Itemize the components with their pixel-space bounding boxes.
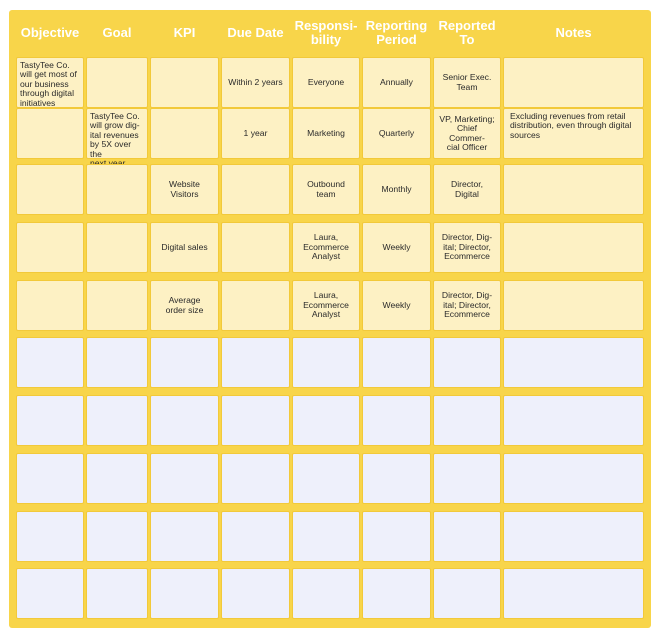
cell-notes[interactable]	[503, 108, 644, 159]
empty-row	[9, 568, 651, 621]
cell-reporting-period[interactable]	[362, 453, 431, 504]
cell-notes[interactable]	[503, 164, 644, 215]
cell-reported-to[interactable]	[433, 511, 501, 562]
cell-text	[17, 281, 83, 287]
cell-due-date[interactable]	[221, 337, 290, 388]
header-kpi: KPI	[173, 25, 196, 40]
cell-text: VP, Marketing; Chief Commer- cial Officer	[439, 113, 495, 152]
empty-row	[9, 395, 651, 448]
table-row	[9, 108, 651, 161]
cell-kpi[interactable]	[150, 164, 219, 215]
cell-text: TastyTee Co. will grow dig- ital revenues by 5X over the	[90, 111, 140, 159]
cell-reporting-period[interactable]	[362, 57, 431, 108]
cell-text	[504, 58, 643, 64]
cell-due-date[interactable]	[221, 164, 290, 215]
cell-kpi[interactable]	[150, 108, 219, 159]
cell-due-date[interactable]	[221, 280, 290, 331]
cell-reporting-period[interactable]	[362, 337, 431, 388]
cell-objective[interactable]	[16, 108, 84, 159]
cell-text: Website Visitors	[169, 179, 200, 199]
empty-row	[9, 453, 651, 506]
cell-kpi[interactable]	[150, 453, 219, 504]
cell-text: Marketing	[307, 127, 345, 138]
cell-responsibility[interactable]	[292, 222, 360, 273]
empty-row	[9, 511, 651, 564]
cell-reported-to[interactable]	[433, 453, 501, 504]
cell-goal[interactable]	[86, 280, 148, 331]
header-due-date: Due Date	[227, 25, 284, 40]
cell-kpi[interactable]	[150, 337, 219, 388]
cell-notes[interactable]	[503, 568, 644, 619]
cell-notes[interactable]	[503, 511, 644, 562]
cell-objective[interactable]	[16, 511, 84, 562]
cell-due-date[interactable]	[221, 57, 290, 108]
cell-text: Within 2 years	[228, 76, 283, 87]
cell-text	[87, 223, 147, 229]
cell-notes[interactable]	[503, 395, 644, 446]
cell-responsibility[interactable]	[292, 511, 360, 562]
cell-reported-to[interactable]	[433, 280, 501, 331]
cell-reported-to[interactable]	[433, 57, 501, 108]
cell-notes[interactable]	[503, 57, 644, 108]
cell-text: Monthly	[381, 183, 412, 194]
cell-text	[87, 165, 147, 171]
cell-objective[interactable]	[16, 395, 84, 446]
table-row	[9, 57, 651, 110]
cell-goal[interactable]	[86, 222, 148, 273]
cell-goal[interactable]	[86, 395, 148, 446]
cell-text	[87, 281, 147, 287]
cell-objective[interactable]	[16, 164, 84, 215]
cell-reporting-period[interactable]	[362, 511, 431, 562]
cell-due-date[interactable]	[221, 453, 290, 504]
cell-text: Laura, Ecommerce Analyst	[303, 232, 349, 262]
cell-text: Average order size	[165, 295, 204, 315]
cell-text: Weekly	[382, 299, 411, 310]
cell-text	[222, 281, 289, 330]
cell-text	[504, 223, 643, 229]
header-reported-to: Reported To	[438, 18, 496, 47]
cell-text: Director, Dig- ital; Director, Ecommerce	[441, 290, 493, 320]
cell-text: Digital sales	[161, 241, 208, 252]
header-responsibility: Responsi- bility	[294, 18, 358, 47]
cell-responsibility[interactable]	[292, 280, 360, 331]
cell-responsibility[interactable]	[292, 568, 360, 619]
cell-text	[87, 58, 147, 64]
cell-notes[interactable]	[503, 222, 644, 273]
table-row	[9, 164, 651, 217]
cell-text: Quarterly	[378, 127, 415, 138]
header-notes: Notes	[555, 25, 592, 40]
cell-text: Director, Digital	[451, 179, 483, 199]
cell-reporting-period[interactable]	[362, 164, 431, 215]
cell-text: Senior Exec. Team	[442, 72, 492, 92]
cell-goal[interactable]	[86, 108, 148, 159]
cell-responsibility[interactable]	[292, 337, 360, 388]
cell-reported-to[interactable]	[433, 108, 501, 159]
cell-text	[504, 281, 643, 287]
cell-text	[17, 109, 83, 115]
okr-table	[9, 10, 651, 628]
table-row	[9, 280, 651, 333]
cell-text: Everyone	[307, 76, 345, 87]
header-goal: Goal	[102, 25, 132, 40]
cell-responsibility[interactable]	[292, 164, 360, 215]
header-reporting-period: Reporting Period	[365, 18, 428, 47]
cell-reported-to[interactable]	[433, 395, 501, 446]
table-row	[9, 222, 651, 275]
cell-responsibility[interactable]	[292, 453, 360, 504]
header-objective: Objective	[20, 25, 80, 40]
cell-text: Excluding revenues from retail distribution, even through digital sources	[510, 111, 632, 140]
cell-text: TastyTee Co. will get most of our business through digital initiatives	[20, 60, 77, 108]
cell-kpi[interactable]	[150, 568, 219, 619]
cell-reporting-period[interactable]	[362, 395, 431, 446]
cell-responsibility[interactable]	[292, 108, 360, 159]
cell-text: Weekly	[382, 241, 411, 252]
header-row	[9, 10, 651, 56]
cell-goal[interactable]	[86, 511, 148, 562]
cell-goal[interactable]	[86, 337, 148, 388]
cell-kpi[interactable]	[150, 280, 219, 331]
cell-reporting-period[interactable]	[362, 108, 431, 159]
cell-text	[17, 165, 83, 171]
cell-reporting-period[interactable]	[362, 280, 431, 331]
cell-objective[interactable]	[16, 568, 84, 619]
cell-reporting-period[interactable]	[362, 568, 431, 619]
cell-notes[interactable]	[503, 453, 644, 504]
cell-goal[interactable]	[86, 164, 148, 215]
cell-goal[interactable]	[86, 568, 148, 619]
cell-responsibility[interactable]	[292, 57, 360, 108]
cell-due-date[interactable]	[221, 568, 290, 619]
cell-text	[151, 58, 218, 107]
cell-text: Director, Dig- ital; Director, Ecommerce	[441, 232, 493, 262]
cell-objective[interactable]	[16, 57, 84, 108]
cell-reported-to[interactable]	[433, 222, 501, 273]
cell-due-date[interactable]	[221, 222, 290, 273]
cell-text: Outbound team	[307, 179, 345, 199]
cell-goal[interactable]	[86, 453, 148, 504]
cell-due-date[interactable]	[221, 511, 290, 562]
cell-responsibility[interactable]	[292, 395, 360, 446]
cell-text: Laura, Ecommerce Analyst	[303, 290, 349, 320]
cell-text	[222, 223, 289, 272]
cell-text	[17, 223, 83, 229]
cell-kpi[interactable]	[150, 57, 219, 108]
cell-objective[interactable]	[16, 453, 84, 504]
cell-text: Annually	[380, 76, 413, 87]
cell-kpi[interactable]	[150, 395, 219, 446]
cell-due-date[interactable]	[221, 108, 290, 159]
cell-text: 1 year	[243, 127, 268, 138]
cell-reported-to[interactable]	[433, 568, 501, 619]
cell-objective[interactable]	[16, 222, 84, 273]
cell-notes[interactable]	[503, 337, 644, 388]
empty-row	[9, 337, 651, 390]
cell-goal[interactable]	[86, 57, 148, 108]
cell-objective[interactable]	[16, 280, 84, 331]
cell-objective[interactable]	[16, 337, 84, 388]
cell-reported-to[interactable]	[433, 337, 501, 388]
cell-reported-to[interactable]	[433, 164, 501, 215]
cell-reporting-period[interactable]	[362, 222, 431, 273]
cell-text	[151, 109, 218, 158]
cell-kpi[interactable]	[150, 511, 219, 562]
cell-text	[222, 165, 289, 214]
cell-kpi[interactable]	[150, 222, 219, 273]
cell-text	[504, 165, 643, 171]
cell-notes[interactable]	[503, 280, 644, 331]
cell-due-date[interactable]	[221, 395, 290, 446]
